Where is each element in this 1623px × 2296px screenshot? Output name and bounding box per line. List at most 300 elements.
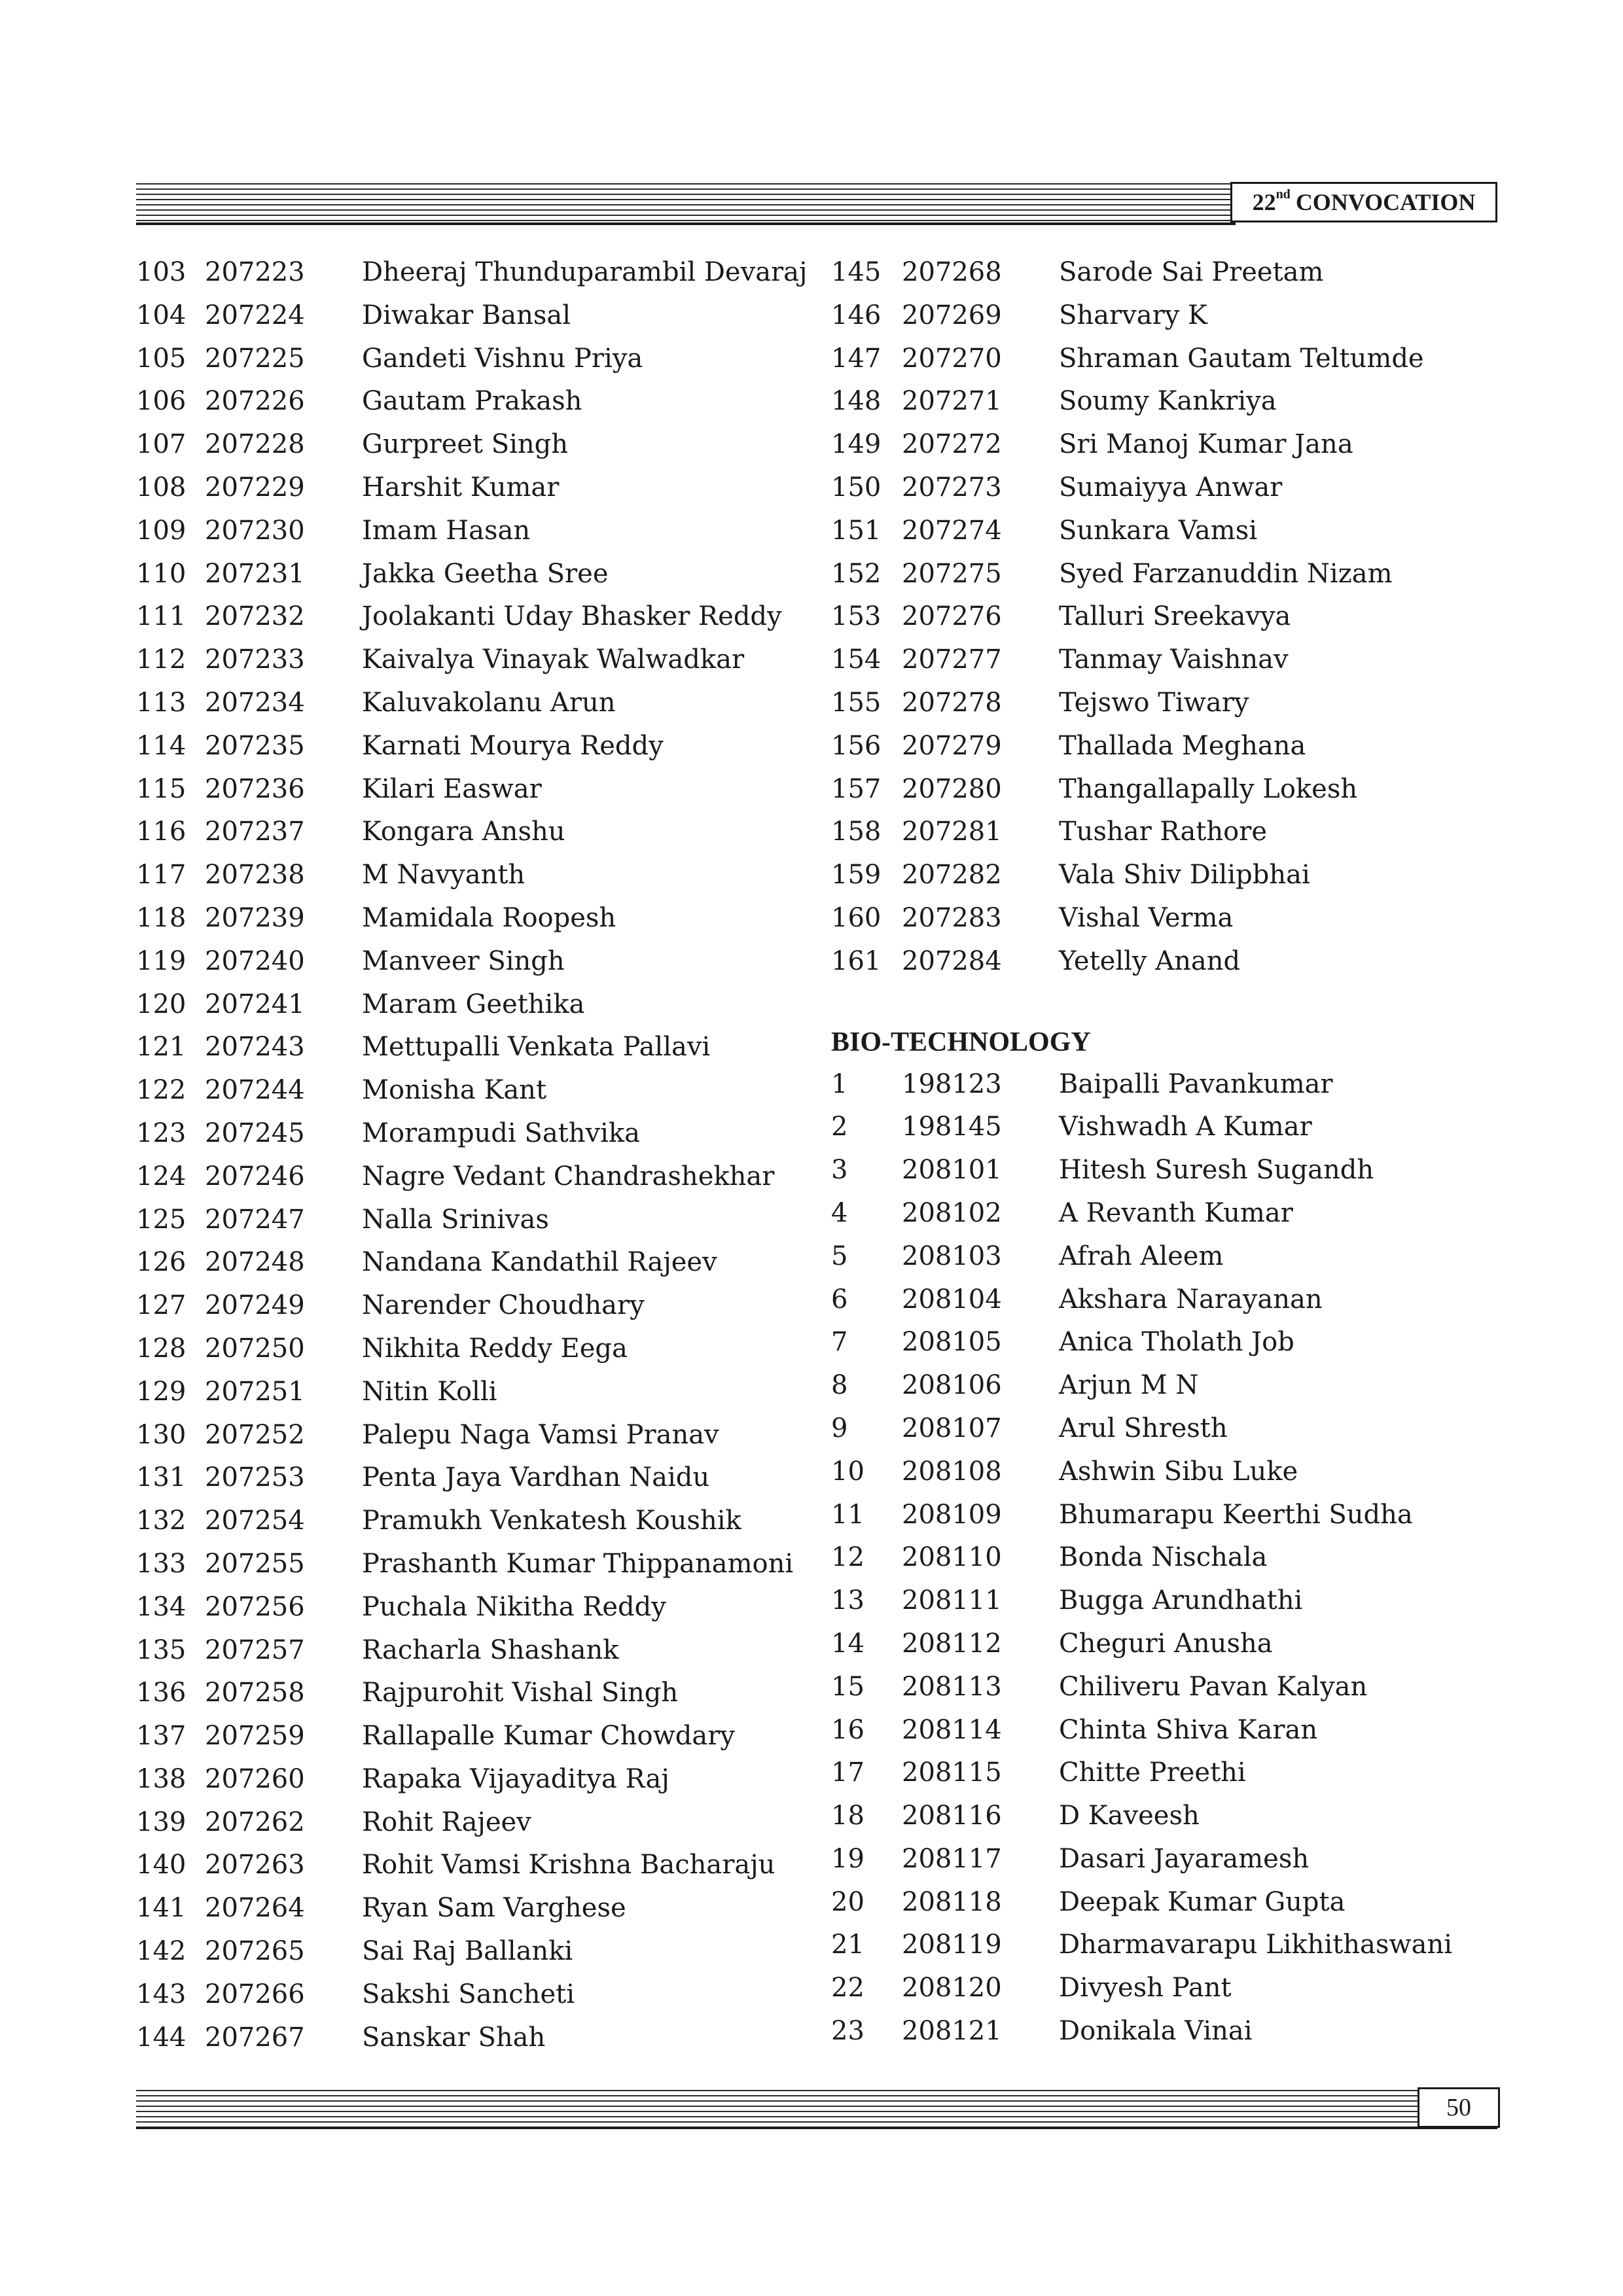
list-item: [831, 1321, 1294, 1364]
list-item: [831, 251, 1324, 294]
student-id: 207254: [205, 1506, 305, 1536]
student-name: Penta Jaya Vardhan Naidu: [362, 1462, 710, 1493]
serial-number: 7: [831, 1327, 848, 1358]
student-name: Akshara Narayanan: [1059, 1284, 1323, 1315]
student-id: 208121: [902, 2016, 1002, 2047]
student-id: 207248: [205, 1247, 305, 1278]
student-name: M Navyanth: [362, 860, 526, 891]
student-id: 207238: [205, 860, 305, 891]
student-name: Thallada Meghana: [1059, 730, 1306, 761]
student-name: Talluri Sreekavya: [1059, 601, 1291, 632]
list-item: [831, 1235, 1224, 1279]
list-item: [831, 940, 1241, 983]
student-id: 207284: [902, 945, 1002, 976]
serial-number: 15: [831, 1671, 865, 1702]
serial-number: 5: [831, 1241, 848, 1271]
student-id: 207279: [902, 730, 1002, 761]
student-id: 208110: [902, 1542, 1002, 1573]
serial-number: 13: [831, 1585, 865, 1616]
serial-number: 132: [136, 1506, 187, 1536]
student-id: 207283: [902, 902, 1002, 933]
student-name: Chitte Preethi: [1059, 1757, 1246, 1788]
student-name: Vala Shiv Dilipbhai: [1059, 860, 1310, 891]
student-name: Nagre Vedant Chandrashekhar: [362, 1161, 775, 1192]
student-id: 207276: [902, 601, 1002, 632]
serial-number: 160: [831, 902, 882, 933]
student-name: Divyesh Pant: [1059, 1973, 1232, 2004]
right-column: [831, 251, 1453, 2053]
student-name: Kongara Anshu: [362, 817, 565, 847]
serial-number: 18: [831, 1801, 865, 1831]
student-id: 207257: [205, 1634, 305, 1665]
list-item: [831, 595, 1291, 639]
student-id: 208117: [902, 1843, 1002, 1874]
student-id: 207230: [205, 515, 305, 546]
serial-number: 116: [136, 817, 187, 847]
student-id: 208102: [902, 1197, 1002, 1228]
student-name: Rohit Vamsi Krishna Bacharaju: [362, 1850, 776, 1881]
list-item: [831, 1838, 1310, 1881]
student-name: Dharmavarapu Likhithaswani: [1059, 1930, 1453, 1960]
student-id: 207270: [902, 343, 1002, 374]
student-id: 207260: [205, 1763, 305, 1794]
student-name: Donikala Vinai: [1059, 2016, 1253, 2047]
student-id: 198123: [902, 1069, 1002, 1099]
student-id: 207258: [205, 1678, 305, 1708]
serial-number: 108: [136, 472, 187, 503]
header-ordinal: 22: [1252, 189, 1276, 215]
serial-number: 107: [136, 429, 187, 460]
student-name: Narender Choudhary: [362, 1290, 645, 1321]
list-item: [831, 1063, 1333, 1106]
student-name: Jakka Geetha Sree: [362, 558, 609, 589]
serial-number: 20: [831, 1886, 865, 1917]
student-id: 208108: [902, 1456, 1002, 1487]
list-item: [831, 1192, 1293, 1235]
student-name: Dheeraj Thunduparambil Devaraj: [362, 257, 808, 287]
serial-number: 126: [136, 1247, 187, 1278]
serial-number: 140: [136, 1850, 187, 1881]
student-id: 207253: [205, 1462, 305, 1493]
student-name: Tushar Rathore: [1059, 817, 1268, 847]
student-name: Manveer Singh: [362, 945, 565, 976]
serial-number: 2: [831, 1112, 848, 1142]
list-item: [831, 1106, 1312, 1149]
student-name: Anica Tholath Job: [1059, 1327, 1294, 1358]
student-id: 208112: [902, 1628, 1002, 1659]
student-id: 207275: [902, 558, 1002, 589]
list-item: [831, 294, 1207, 338]
list-item: [831, 553, 1393, 596]
student-id: 207228: [205, 429, 305, 460]
student-name: Kaluvakolanu Arun: [362, 687, 616, 718]
student-name: Rapaka Vijayaditya Raj: [362, 1763, 669, 1794]
student-id: 208120: [902, 1973, 1002, 2004]
student-name: Bugga Arundhathi: [1059, 1585, 1303, 1616]
student-id: 207224: [205, 300, 305, 330]
student-name: Sunkara Vamsi: [1059, 515, 1258, 546]
student-id: 207231: [205, 558, 305, 589]
list-item: [831, 1536, 1268, 1580]
list-item: [831, 1451, 1298, 1494]
student-name: Sumaiyya Anwar: [1059, 472, 1283, 503]
student-name: Racharla Shashank: [362, 1634, 619, 1665]
student-name: Bhumarapu Keerthi Sudha: [1059, 1499, 1413, 1530]
student-name: Tejswo Tiwary: [1059, 687, 1249, 718]
serial-number: 150: [831, 472, 882, 503]
student-name: Thangallapally Lokesh: [1059, 773, 1358, 804]
list-item: [831, 1364, 1199, 1407]
student-name: Soumy Kankriya: [1059, 386, 1277, 417]
serial-number: 149: [831, 429, 882, 460]
student-id: 208101: [902, 1155, 1002, 1186]
serial-number: 1: [831, 1069, 848, 1099]
serial-number: 130: [136, 1419, 187, 1450]
list-item: [831, 2010, 1253, 2053]
student-id: 208109: [902, 1499, 1002, 1530]
student-name: A Revanth Kumar: [1059, 1197, 1293, 1228]
list-item: [831, 768, 1358, 811]
student-id: 207271: [902, 386, 1002, 417]
student-id: 207239: [205, 902, 305, 933]
student-id: 207267: [205, 2022, 305, 2053]
student-name: Joolakanti Uday Bhasker Reddy: [362, 601, 782, 632]
list-item: [831, 897, 1234, 940]
serial-number: 129: [136, 1376, 187, 1407]
student-id: 207236: [205, 773, 305, 804]
serial-number: 103: [136, 257, 187, 287]
serial-number: 154: [831, 645, 882, 675]
right-list: [831, 251, 1424, 983]
student-name: Nikhita Reddy Eega: [362, 1333, 628, 1364]
serial-number: 128: [136, 1333, 187, 1364]
student-id: 207241: [205, 989, 305, 1019]
student-id: 207252: [205, 1419, 305, 1450]
list-item: [831, 1494, 1413, 1537]
student-name: Dasari Jayaramesh: [1059, 1843, 1310, 1874]
student-name: Nalla Srinivas: [362, 1204, 549, 1235]
student-name: Sarode Sai Preetam: [1059, 257, 1324, 287]
footer-rule: [136, 2127, 1497, 2129]
student-id: 207251: [205, 1376, 305, 1407]
student-id: 208107: [902, 1413, 1002, 1443]
serial-number: 120: [136, 989, 187, 1019]
student-id: 208118: [902, 1886, 1002, 1917]
list-item: [831, 1967, 1232, 2010]
student-id: 207235: [205, 730, 305, 761]
student-name: Arjun M N: [1059, 1370, 1199, 1401]
serial-number: 144: [136, 2022, 187, 2053]
student-name: Vishal Verma: [1059, 902, 1234, 933]
student-id: 207273: [902, 472, 1002, 503]
student-name: Arul Shresth: [1059, 1413, 1228, 1443]
student-name: Bonda Nischala: [1059, 1542, 1268, 1573]
student-name: Gautam Prakash: [362, 386, 582, 417]
student-id: 208114: [902, 1714, 1002, 1745]
list-item: [831, 1149, 1374, 1192]
student-name: Kaivalya Vinayak Walwadkar: [362, 645, 745, 675]
student-name: Vishwadh A Kumar: [1059, 1112, 1312, 1142]
student-id: 207266: [205, 1979, 305, 2009]
student-name: Karnati Mourya Reddy: [362, 730, 664, 761]
student-id: 207259: [205, 1721, 305, 1752]
header-title: CONVOCATION: [1295, 189, 1476, 215]
section-gap: [831, 983, 1091, 1021]
student-id: 208113: [902, 1671, 1002, 1702]
serial-number: 122: [136, 1075, 187, 1106]
student-name: Deepak Kumar Gupta: [1059, 1886, 1346, 1917]
student-id: 207249: [205, 1290, 305, 1321]
list-item: [831, 639, 1289, 682]
student-id: 208111: [902, 1585, 1002, 1616]
serial-number: 148: [831, 386, 882, 417]
student-name: Maram Geethika: [362, 989, 585, 1019]
serial-number: 137: [136, 1721, 187, 1752]
serial-number: 125: [136, 1204, 187, 1235]
student-name: Afrah Aleem: [1059, 1241, 1224, 1271]
serial-number: 152: [831, 558, 882, 589]
student-name: Sri Manoj Kumar Jana: [1059, 429, 1353, 460]
student-id: 208115: [902, 1757, 1002, 1788]
student-id: 208119: [902, 1930, 1002, 1960]
serial-number: 8: [831, 1370, 848, 1401]
serial-number: 16: [831, 1714, 865, 1745]
serial-number: 106: [136, 386, 187, 417]
student-id: 207233: [205, 645, 305, 675]
footer-rule-lines: [136, 2090, 1425, 2128]
serial-number: 14: [831, 1628, 865, 1659]
student-id: 207223: [205, 257, 305, 287]
serial-number: 131: [136, 1462, 187, 1493]
serial-number: 155: [831, 687, 882, 718]
student-name: Diwakar Bansal: [362, 300, 571, 330]
student-id: 207256: [205, 1591, 305, 1622]
student-id: 208104: [902, 1284, 1002, 1315]
serial-number: 143: [136, 1979, 187, 2009]
student-id: 207280: [902, 773, 1002, 804]
student-name: Gandeti Vishnu Priya: [362, 343, 643, 374]
student-id: 207243: [205, 1032, 305, 1063]
student-name: Sanskar Shah: [362, 2022, 546, 2053]
student-id: 207272: [902, 429, 1002, 460]
list-item: [831, 1580, 1303, 1623]
student-name: Gurpreet Singh: [362, 429, 569, 460]
list-item: [831, 1623, 1273, 1666]
serial-number: 159: [831, 860, 882, 891]
student-id: 207229: [205, 472, 305, 503]
student-name: Chinta Shiva Karan: [1059, 1714, 1318, 1745]
serial-number: 3: [831, 1155, 848, 1186]
serial-number: 133: [136, 1548, 187, 1579]
serial-number: 157: [831, 773, 882, 804]
student-id: 208116: [902, 1801, 1002, 1831]
list-item: [831, 725, 1306, 768]
student-name: Pramukh Venkatesh Koushik: [362, 1506, 741, 1536]
serial-number: 21: [831, 1930, 865, 1960]
serial-number: 158: [831, 817, 882, 847]
serial-number: 141: [136, 1893, 187, 1924]
student-id: 207255: [205, 1548, 305, 1579]
serial-number: 9: [831, 1413, 848, 1443]
student-name: Yetelly Anand: [1059, 945, 1241, 976]
list-item: [831, 423, 1353, 467]
serial-number: 105: [136, 343, 187, 374]
student-name: Mamidala Roopesh: [362, 902, 616, 933]
student-id: 207225: [205, 343, 305, 374]
section-title: BIO-TECHNOLOGY: [831, 1027, 1091, 1057]
student-id: 207278: [902, 687, 1002, 718]
serial-number: 19: [831, 1843, 865, 1874]
student-id: 207277: [902, 645, 1002, 675]
serial-number: 23: [831, 2016, 865, 2047]
student-name: Rallapalle Kumar Chowdary: [362, 1721, 735, 1752]
student-id: 207268: [902, 257, 1002, 287]
header-rule-lines: [136, 183, 1236, 225]
student-id: 207264: [205, 1893, 305, 1924]
serial-number: 4: [831, 1197, 848, 1228]
student-name: Imam Hasan: [362, 515, 531, 546]
serial-number: 111: [136, 601, 187, 632]
serial-number: 139: [136, 1807, 187, 1837]
student-id: 207244: [205, 1075, 305, 1106]
student-name: Palepu Naga Vamsi Pranav: [362, 1419, 719, 1450]
student-name: Syed Farzanuddin Nizam: [1059, 558, 1393, 589]
student-name: Shraman Gautam Teltumde: [1059, 343, 1424, 374]
list-item: [831, 854, 1310, 897]
serial-number: 121: [136, 1032, 187, 1063]
page-header: [1230, 182, 1497, 222]
student-name: Puchala Nikitha Reddy: [362, 1591, 666, 1622]
serial-number: 10: [831, 1456, 865, 1487]
serial-number: 104: [136, 300, 187, 330]
student-id: 207234: [205, 687, 305, 718]
student-id: 207232: [205, 601, 305, 632]
serial-number: 124: [136, 1161, 187, 1192]
student-name: Morampudi Sathvika: [362, 1118, 640, 1148]
serial-number: 118: [136, 902, 187, 933]
serial-number: 145: [831, 257, 882, 287]
list-item: [831, 682, 1249, 725]
header-ordinal-suffix: nd: [1275, 186, 1291, 202]
list-item: [831, 338, 1424, 381]
student-name: Sai Raj Ballanki: [362, 1936, 573, 1967]
serial-number: 12: [831, 1542, 865, 1573]
student-id: 207263: [205, 1850, 305, 1881]
student-id: 207245: [205, 1118, 305, 1148]
serial-number: 142: [136, 1936, 187, 1967]
serial-number: 123: [136, 1118, 187, 1148]
list-item: [831, 1924, 1453, 1967]
header-rule: [136, 222, 1236, 225]
list-item: [831, 1279, 1323, 1322]
student-name: Rohit Rajeev: [362, 1807, 531, 1837]
student-id: 198145: [902, 1112, 1002, 1142]
student-id: 208105: [902, 1327, 1002, 1358]
student-id: 207281: [902, 817, 1002, 847]
student-id: 207250: [205, 1333, 305, 1364]
serial-number: 113: [136, 687, 187, 718]
student-name: Mettupalli Venkata Pallavi: [362, 1032, 711, 1063]
serial-number: 22: [831, 1973, 865, 2004]
student-name: Harshit Kumar: [362, 472, 560, 503]
student-name: Tanmay Vaishnav: [1059, 645, 1289, 675]
student-id: 207262: [205, 1807, 305, 1837]
student-name: Prashanth Kumar Thippanamoni: [362, 1548, 794, 1579]
serial-number: 11: [831, 1499, 865, 1530]
serial-number: 119: [136, 945, 187, 976]
student-id: 207265: [205, 1936, 305, 1967]
student-id: 207269: [902, 300, 1002, 330]
student-name: Baipalli Pavankumar: [1059, 1069, 1333, 1099]
student-name: Sakshi Sancheti: [362, 1979, 575, 2009]
serial-number: 112: [136, 645, 187, 675]
list-item: [831, 811, 1268, 854]
serial-number: 156: [831, 730, 882, 761]
student-name: Ryan Sam Varghese: [362, 1893, 626, 1924]
student-id: 207237: [205, 817, 305, 847]
list-item: [831, 1709, 1318, 1752]
serial-number: 117: [136, 860, 187, 891]
student-name: Hitesh Suresh Sugandh: [1059, 1155, 1374, 1186]
student-id: 207240: [205, 945, 305, 976]
list-item: [831, 1666, 1368, 1709]
student-id: 208103: [902, 1241, 1002, 1271]
student-id: 207274: [902, 515, 1002, 546]
student-name: Chiliveru Pavan Kalyan: [1059, 1671, 1368, 1702]
student-id: 207246: [205, 1161, 305, 1192]
serial-number: 151: [831, 515, 882, 546]
page-number: 50: [1418, 2087, 1500, 2128]
serial-number: 114: [136, 730, 187, 761]
section-list: [831, 1063, 1453, 2053]
serial-number: 134: [136, 1591, 187, 1622]
list-item: [831, 1407, 1228, 1451]
student-name: Kilari Easwar: [362, 773, 542, 804]
list-item: [831, 380, 1277, 423]
list-item: [831, 1752, 1246, 1795]
student-name: Sharvary K: [1059, 300, 1207, 330]
serial-number: 153: [831, 601, 882, 632]
student-name: Monisha Kant: [362, 1075, 547, 1106]
student-id: 207282: [902, 860, 1002, 891]
serial-number: 6: [831, 1284, 848, 1315]
list-item: [831, 467, 1283, 510]
serial-number: 127: [136, 1290, 187, 1321]
student-name: Nitin Kolli: [362, 1376, 497, 1407]
student-name: Nandana Kandathil Rajeev: [362, 1247, 717, 1278]
student-id: 207247: [205, 1204, 305, 1235]
list-item: [831, 510, 1258, 553]
student-id: 207226: [205, 386, 305, 417]
serial-number: 147: [831, 343, 882, 374]
serial-number: 109: [136, 515, 187, 546]
serial-number: 17: [831, 1757, 865, 1788]
student-id: 208106: [902, 1370, 1002, 1401]
serial-number: 115: [136, 773, 187, 804]
serial-number: 110: [136, 558, 187, 589]
list-item: [831, 1881, 1346, 1924]
list-item: [831, 1795, 1200, 1838]
serial-number: 161: [831, 945, 882, 976]
serial-number: 146: [831, 300, 882, 330]
serial-number: 138: [136, 1763, 187, 1794]
serial-number: 136: [136, 1678, 187, 1708]
student-name: Ashwin Sibu Luke: [1059, 1456, 1298, 1487]
student-name: Rajpurohit Vishal Singh: [362, 1678, 679, 1708]
student-name: Cheguri Anusha: [1059, 1628, 1273, 1659]
student-name: D Kaveesh: [1059, 1801, 1200, 1831]
serial-number: 135: [136, 1634, 187, 1665]
